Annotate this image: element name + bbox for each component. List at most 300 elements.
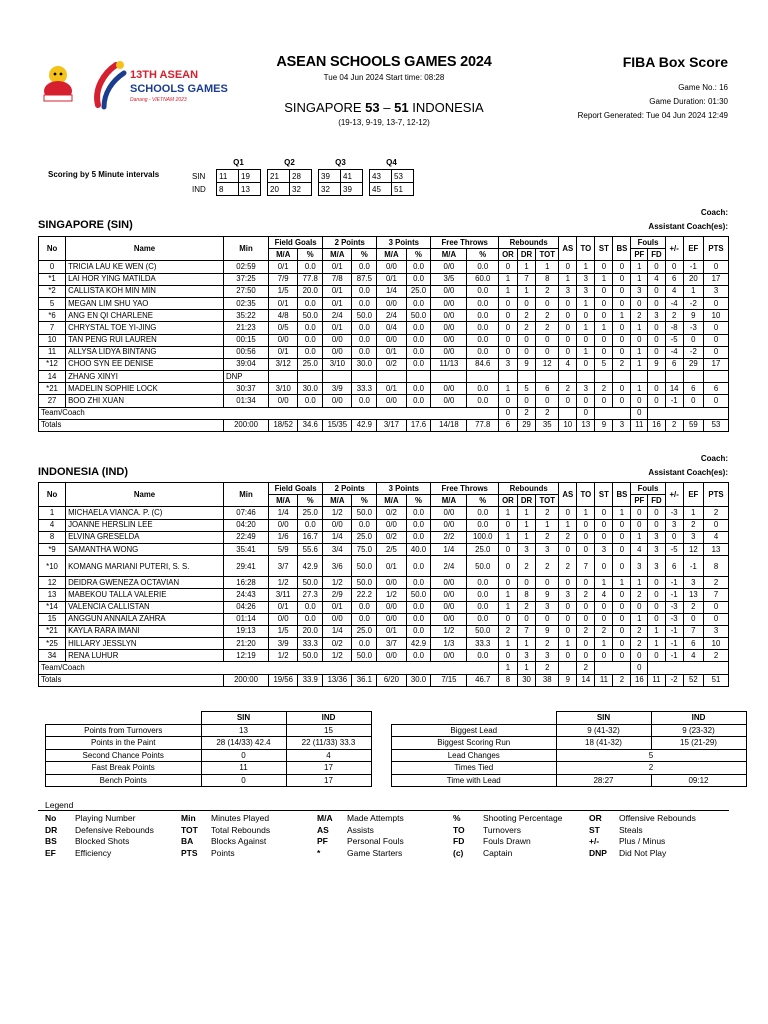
stat-cell: 9 — [683, 310, 703, 322]
stat-cell: 0.0 — [352, 285, 377, 297]
player-row[interactable] — [39, 371, 729, 383]
stat-cell: 10 — [703, 310, 728, 322]
stat-cell: 4 — [683, 650, 703, 662]
stat-cell: 1 — [613, 577, 631, 589]
summary-row — [46, 749, 372, 762]
summary-label: Time with Lead — [392, 774, 557, 787]
stat-cell: 0 — [665, 261, 683, 273]
stat-cell: 0/0 — [431, 613, 467, 625]
stat-cell: 0 — [613, 625, 631, 637]
stat-cell: 0 — [499, 543, 518, 555]
stat-cell: 2 — [703, 507, 728, 519]
legend-key: % — [453, 813, 461, 823]
stat-cell: 0/1 — [269, 601, 298, 613]
stat-cell: 0 — [517, 334, 535, 346]
stat-cell: 0 — [703, 334, 728, 346]
col-dr: DR — [517, 249, 535, 261]
stat-cell: 0.0 — [406, 519, 431, 531]
player-row[interactable] — [39, 273, 729, 285]
stat-cell: 04:20 — [223, 519, 268, 531]
stat-cell: 1/4 — [377, 285, 406, 297]
stat-cell: 1 — [517, 261, 535, 273]
stat-cell: 2 — [577, 662, 595, 674]
quarter-score: 39 — [319, 170, 341, 183]
stat-cell: 30.0 — [406, 674, 431, 686]
stat-cell: 02:59 — [223, 261, 268, 273]
logo-text-3: Danang - VIETNAM 2023 — [130, 97, 187, 103]
player-row[interactable] — [39, 334, 729, 346]
stat-cell: 9 — [536, 589, 559, 601]
totals-row — [39, 419, 729, 431]
summary-value: 09:12 — [651, 774, 746, 787]
stat-cell: 2 — [536, 310, 559, 322]
stat-cell: 1 — [499, 601, 518, 613]
stat-cell: 0 — [595, 601, 613, 613]
stat-cell: 0 — [559, 507, 577, 519]
col-as: AS — [559, 237, 577, 261]
col-ma: M/A — [269, 249, 298, 261]
player-row[interactable] — [39, 310, 729, 322]
player-row[interactable] — [39, 556, 729, 577]
player-row[interactable] — [39, 519, 729, 531]
stat-cell: 4 — [665, 285, 683, 297]
player-name: MEGAN LIM SHU YAO — [66, 297, 224, 309]
legend-title: Legend — [45, 800, 74, 810]
stat-cell: 3/4 — [323, 543, 352, 555]
stat-cell: 17 — [703, 273, 728, 285]
team-coach-label: Team/Coach — [39, 407, 224, 419]
stat-cell: 0 — [517, 613, 535, 625]
stat-cell: 42.9 — [406, 638, 431, 650]
stat-cell: 1 — [559, 638, 577, 650]
stat-cell: -2 — [683, 346, 703, 358]
stat-cell: 33.3 — [298, 638, 323, 650]
stat-cell: 25.0 — [352, 625, 377, 637]
stat-cell: 0.0 — [467, 297, 499, 309]
stat-cell: 2/4 — [323, 310, 352, 322]
legend-desc: Plus / Minus — [619, 836, 666, 846]
col-pts: PTS — [703, 237, 728, 261]
col-fouls: Fouls — [631, 483, 665, 495]
legend-desc: Playing Number — [75, 813, 136, 823]
stat-cell: 0 — [595, 519, 613, 531]
col-no: No — [39, 237, 66, 261]
stat-cell: 17.6 — [406, 419, 431, 431]
stat-cell: 0 — [595, 310, 613, 322]
stat-cell — [323, 371, 352, 383]
stat-cell: 22:49 — [223, 531, 268, 543]
stat-cell: 9 — [648, 358, 665, 370]
stat-cell: 0 — [536, 346, 559, 358]
stat-cell — [298, 371, 323, 383]
legend-desc: Did Not Play — [619, 847, 667, 858]
col-ef: EF — [683, 237, 703, 261]
legend-desc: Fouls Drawn — [483, 836, 531, 846]
stat-cell: 60.0 — [467, 273, 499, 285]
stat-cell: 35:22 — [223, 310, 268, 322]
stat-cell: 01:14 — [223, 613, 268, 625]
stat-cell: 2 — [665, 310, 683, 322]
col-ma: M/A — [323, 249, 352, 261]
sin-team-name: SINGAPORE (SIN) — [38, 219, 133, 231]
quarter-header: Q2 — [284, 157, 295, 167]
player-name: ALLYSA LIDYA BINTANG — [66, 346, 224, 358]
col-pct: % — [298, 495, 323, 507]
stat-cell: -3 — [665, 613, 683, 625]
summary-value: 28 (14/33) 42.4 — [201, 737, 286, 750]
stat-cell: 0/0 — [431, 650, 467, 662]
stat-cell: 0 — [683, 395, 703, 407]
col-name: Name — [66, 237, 224, 261]
stat-cell: 0 — [648, 297, 665, 309]
stat-cell: 0 — [499, 334, 518, 346]
stat-cell: 0/0 — [377, 613, 406, 625]
empty-cell — [703, 407, 728, 419]
summary-label: Points from Turnovers — [46, 724, 202, 737]
date-line: Tue 04 Jun 2024 Start time: 08:28 — [323, 73, 445, 82]
empty-cell — [298, 407, 323, 419]
empty-cell — [223, 662, 268, 674]
doc-type: FIBA Box Score — [622, 54, 728, 70]
stat-cell: 0/1 — [323, 322, 352, 334]
away-team: INDONESIA — [412, 100, 484, 115]
player-row[interactable] — [39, 507, 729, 519]
stat-cell: 0.0 — [298, 297, 323, 309]
stat-cell: 0/0 — [431, 577, 467, 589]
stat-cell: 1 — [499, 285, 518, 297]
stat-cell: 0 — [559, 322, 577, 334]
stat-cell: -1 — [665, 650, 683, 662]
legend-desc: Efficiency — [75, 847, 112, 858]
empty-cell — [467, 662, 499, 674]
stat-cell: 6 — [703, 383, 728, 395]
stat-cell: 0 — [577, 638, 595, 650]
player-name: CHOO SYN EE DENISE — [66, 358, 224, 370]
player-row[interactable] — [39, 543, 729, 555]
stat-cell: 1/4 — [431, 543, 467, 555]
player-row[interactable] — [39, 395, 729, 407]
empty-cell — [613, 407, 631, 419]
player-row[interactable] — [39, 383, 729, 395]
stat-cell: 0/0 — [377, 334, 406, 346]
stat-cell: 1/5 — [269, 625, 298, 637]
legend-divider — [38, 810, 729, 811]
stat-cell: 5/9 — [269, 543, 298, 555]
stat-cell: 0 — [559, 346, 577, 358]
player-name: MABEKOU TALLA VALERIE — [66, 589, 224, 601]
player-row[interactable] — [39, 577, 729, 589]
stat-cell: 0.0 — [467, 650, 499, 662]
stat-cell: 7/9 — [269, 273, 298, 285]
player-row[interactable] — [39, 613, 729, 625]
stat-cell: 1 — [499, 383, 518, 395]
stat-cell: 0 — [559, 261, 577, 273]
summary-value: 18 (41-32) — [556, 737, 651, 750]
stat-cell: 0/0 — [431, 346, 467, 358]
stat-cell: 0 — [559, 625, 577, 637]
scoring-label: Scoring by 5 Minute intervals — [48, 170, 160, 179]
player-number: 7 — [39, 322, 66, 334]
player-row[interactable] — [39, 625, 729, 637]
col-name: Name — [66, 483, 224, 507]
quarter-header: Q1 — [233, 157, 244, 167]
stat-cell: 59 — [683, 419, 703, 431]
stat-cell: 0 — [499, 577, 518, 589]
game-duration: Game Duration: 01:30 — [649, 97, 728, 106]
stat-cell: 0.0 — [467, 346, 499, 358]
stat-cell: 1/2 — [431, 625, 467, 637]
stat-cell: 0 — [577, 407, 595, 419]
stat-cell: 14/18 — [431, 419, 467, 431]
stat-cell: 1 — [499, 638, 518, 650]
stat-cell: 0 — [703, 395, 728, 407]
stat-cell: 25.0 — [298, 507, 323, 519]
stat-cell: 3 — [499, 358, 518, 370]
stat-cell: 50.0 — [352, 556, 377, 577]
col-ma: M/A — [377, 249, 406, 261]
player-row[interactable] — [39, 638, 729, 650]
stat-cell: 4/8 — [269, 310, 298, 322]
quarter-score: 11 — [217, 170, 239, 183]
quarter-score: 39 — [341, 183, 363, 196]
qt-gap — [261, 183, 268, 196]
legend-desc: Shooting Percentage — [483, 813, 563, 823]
stat-cell: 0 — [613, 543, 631, 555]
stat-cell: 50.0 — [467, 625, 499, 637]
stat-cell: 0.0 — [406, 613, 431, 625]
quarter-score: 32 — [290, 183, 312, 196]
stat-cell: 2 — [536, 662, 559, 674]
stat-cell: -1 — [665, 577, 683, 589]
stat-cell: 0.0 — [298, 334, 323, 346]
legend-desc: Offensive Rebounds — [619, 813, 696, 823]
col-ma: M/A — [431, 495, 467, 507]
summary-row — [46, 724, 372, 737]
col-dr: DR — [517, 495, 535, 507]
legend-desc: Blocks Against — [211, 836, 267, 846]
stat-cell: 7 — [577, 556, 595, 577]
stat-cell: 0 — [499, 395, 518, 407]
stat-cell: -3 — [665, 507, 683, 519]
stat-cell: 29 — [683, 358, 703, 370]
summary-col-header: SIN — [201, 712, 286, 725]
stat-cell: 18/52 — [269, 419, 298, 431]
col-to: TO — [577, 483, 595, 507]
stat-cell: 16 — [631, 674, 648, 686]
col-fd: FD — [648, 495, 665, 507]
player-row[interactable] — [39, 322, 729, 334]
player-name: KOMANG MARIANI PUTERI, S. S. — [66, 556, 224, 577]
stat-cell: 0.0 — [406, 556, 431, 577]
stat-cell: 0.0 — [467, 383, 499, 395]
stat-cell: 0 — [577, 519, 595, 531]
empty-cell — [298, 662, 323, 674]
player-row[interactable] — [39, 285, 729, 297]
stat-cell: 0 — [631, 507, 648, 519]
stat-cell: 2 — [536, 507, 559, 519]
quarter-team: SIN — [192, 171, 206, 181]
stat-cell: 0 — [559, 601, 577, 613]
summary-row — [392, 749, 747, 762]
player-row[interactable] — [39, 261, 729, 273]
stat-cell: 1 — [631, 322, 648, 334]
stat-cell: 0/0 — [431, 589, 467, 601]
stat-cell: -1 — [665, 625, 683, 637]
stat-cell: -1 — [665, 589, 683, 601]
stat-cell: 0 — [499, 613, 518, 625]
stat-cell: 0 — [703, 297, 728, 309]
summary-row — [392, 762, 747, 775]
empty-cell — [269, 662, 298, 674]
player-number: 4 — [39, 519, 66, 531]
col-pf: PF — [631, 249, 648, 261]
stat-cell: 2 — [559, 531, 577, 543]
stat-cell: 2/4 — [377, 310, 406, 322]
player-row[interactable] — [39, 531, 729, 543]
stat-cell: 20.0 — [298, 285, 323, 297]
stat-cell: 04:26 — [223, 601, 268, 613]
stat-cell: 1/2 — [323, 507, 352, 519]
stat-cell: 2 — [683, 601, 703, 613]
col-plus-minus: +/- — [665, 237, 683, 261]
stat-cell: 1 — [595, 577, 613, 589]
stat-cell: -2 — [683, 297, 703, 309]
stat-cell: 0 — [648, 601, 665, 613]
stat-cell: 0.0 — [406, 577, 431, 589]
team-coach-label: Team/Coach — [39, 662, 224, 674]
stat-cell: 0/0 — [431, 395, 467, 407]
stat-cell: 11 — [595, 674, 613, 686]
stat-cell: 1 — [559, 273, 577, 285]
stat-cell: 1 — [631, 358, 648, 370]
stat-cell: 3/9 — [269, 638, 298, 650]
stat-cell: 1/2 — [269, 577, 298, 589]
stat-cell: 0 — [577, 613, 595, 625]
stat-cell: 0 — [595, 613, 613, 625]
stat-cell: 0 — [648, 589, 665, 601]
col-min: Min — [223, 483, 268, 507]
player-name: ANGGUN ANNAILA ZAHRA — [66, 613, 224, 625]
logo-text-2: SCHOOLS GAMES — [130, 83, 228, 95]
stat-cell: 1/4 — [323, 625, 352, 637]
stat-cell: 0/1 — [323, 601, 352, 613]
quarter-table — [190, 155, 414, 196]
stat-cell: 0/0 — [323, 395, 352, 407]
stat-cell: 3/17 — [377, 419, 406, 431]
stat-cell: 0 — [595, 507, 613, 519]
stat-cell: 3/12 — [269, 358, 298, 370]
player-row[interactable] — [39, 601, 729, 613]
stat-cell: 0 — [536, 577, 559, 589]
player-number: 13 — [39, 589, 66, 601]
stat-cell: 14 — [577, 674, 595, 686]
player-row[interactable] — [39, 650, 729, 662]
stat-cell: 0 — [577, 395, 595, 407]
summary-value: 17 — [286, 774, 371, 787]
stat-cell: 0/0 — [323, 613, 352, 625]
stat-cell: 20 — [683, 273, 703, 285]
stat-cell: 0 — [559, 395, 577, 407]
stat-cell: 0/0 — [269, 334, 298, 346]
stat-cell: 1 — [631, 577, 648, 589]
stat-cell: 40.0 — [406, 543, 431, 555]
mascot-icon — [44, 66, 72, 101]
stat-cell: 50.0 — [406, 310, 431, 322]
stat-cell: 0.0 — [406, 507, 431, 519]
stat-cell: 21:20 — [223, 638, 268, 650]
stat-cell: 16.7 — [298, 531, 323, 543]
score-dash: – — [383, 100, 391, 115]
summary-value: 5 — [556, 749, 746, 762]
stat-cell: 0/2 — [323, 638, 352, 650]
stat-cell: 1 — [613, 310, 631, 322]
player-name: CHRYSTAL TOE YI-JING — [66, 322, 224, 334]
player-name: JOANNE HERSLIN LEE — [66, 519, 224, 531]
stat-cell: 3/7 — [377, 638, 406, 650]
stat-cell: 1 — [595, 273, 613, 285]
stat-cell: 50.0 — [467, 556, 499, 577]
player-row[interactable] — [39, 297, 729, 309]
stat-cell: 0/0 — [377, 297, 406, 309]
stat-cell: 50.0 — [298, 310, 323, 322]
stat-cell: 2 — [577, 625, 595, 637]
stat-cell: 2 — [631, 638, 648, 650]
stat-cell: 1 — [577, 322, 595, 334]
stat-cell: 0/1 — [323, 261, 352, 273]
stat-cell: 0 — [577, 650, 595, 662]
stat-cell: 36.1 — [352, 674, 377, 686]
stat-cell: 0.0 — [298, 613, 323, 625]
stat-cell: 0/0 — [431, 334, 467, 346]
player-row[interactable] — [39, 358, 729, 370]
summary-value: 9 (23-32) — [651, 724, 746, 737]
stat-cell: 0 — [648, 322, 665, 334]
legend-key: DR — [45, 824, 58, 835]
stat-cell — [499, 371, 518, 383]
stat-cell: -5 — [665, 543, 683, 555]
stat-cell: -1 — [665, 638, 683, 650]
player-name: MADELIN SOPHIE LOCK — [66, 383, 224, 395]
stat-cell: 0 — [499, 519, 518, 531]
logo-text-1: 13TH ASEAN — [130, 69, 199, 81]
ind-team-name: INDONESIA (IND) — [38, 466, 129, 478]
stat-cell: 0 — [499, 346, 518, 358]
stat-cell: 2 — [683, 519, 703, 531]
stat-cell: 33.3 — [352, 383, 377, 395]
stat-cell: -1 — [683, 556, 703, 577]
player-number: 1 — [39, 507, 66, 519]
stat-cell: 0 — [631, 407, 648, 419]
player-name: RENA LUHUR — [66, 650, 224, 662]
stat-cell: 0.0 — [406, 322, 431, 334]
stat-cell: 3 — [648, 310, 665, 322]
ind-coach: Coach: — [700, 454, 728, 463]
stat-cell: 1 — [631, 273, 648, 285]
stat-cell: 12:19 — [223, 650, 268, 662]
stat-cell: 12 — [536, 358, 559, 370]
stat-cell: 3 — [517, 543, 535, 555]
stat-cell: 0/0 — [323, 519, 352, 531]
stat-cell: 0/1 — [323, 297, 352, 309]
empty-cell — [352, 407, 377, 419]
player-row[interactable] — [39, 589, 729, 601]
quarter-score: 20 — [268, 183, 290, 196]
stat-cell: 0 — [595, 531, 613, 543]
stat-cell: 0.0 — [352, 395, 377, 407]
stat-cell — [517, 371, 535, 383]
player-row[interactable] — [39, 346, 729, 358]
col-2-points: 2 Points — [323, 237, 377, 249]
